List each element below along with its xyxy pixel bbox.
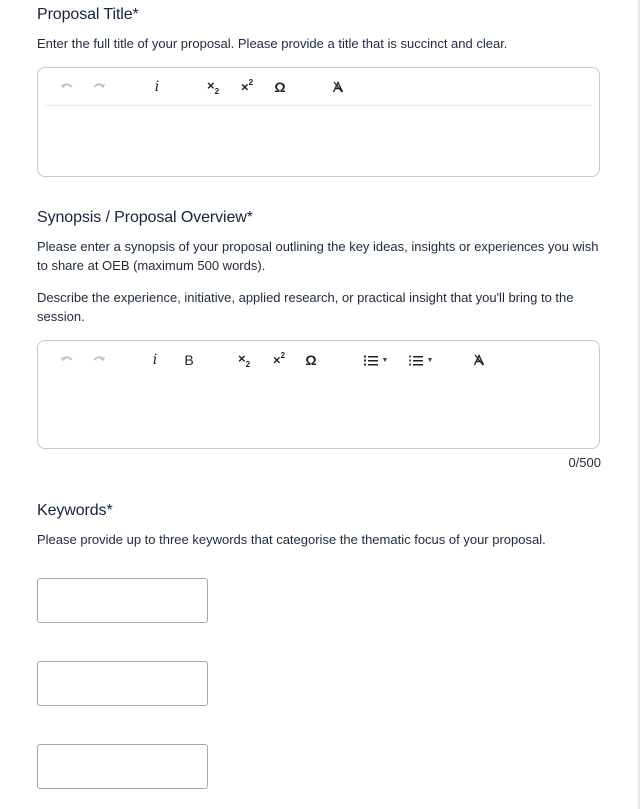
keywords-description: Please provide up to three keywords that categorise the thematic focus of your proposal. (37, 532, 546, 547)
keyword-input-3[interactable] (37, 744, 208, 789)
bulleted-list-icon (364, 355, 378, 366)
synopsis-heading: Synopsis / Proposal Overview* (37, 209, 253, 226)
remove-format-icon (332, 81, 344, 93)
scrollbar-track[interactable] (638, 0, 640, 809)
remove-format-button[interactable] (470, 341, 488, 379)
italic-icon: i (154, 79, 160, 95)
superscript-icon: ×$^2$ (272, 350, 286, 368)
italic-button[interactable] (149, 68, 165, 106)
editor-toolbar (45, 68, 592, 106)
special-character-icon: Ω (274, 79, 286, 95)
special-character-button[interactable] (302, 341, 320, 379)
redo-icon (92, 82, 106, 92)
undo-button[interactable] (58, 68, 76, 106)
keywords-heading: Keywords* (37, 502, 113, 519)
undo-icon (60, 82, 74, 92)
chevron-down-icon: ▼ (426, 356, 434, 364)
remove-format-button[interactable] (329, 68, 347, 106)
subscript-icon: $\times_2$ (237, 351, 251, 370)
subscript-icon: $\times_2$ (206, 78, 220, 97)
italic-icon: i (152, 352, 158, 368)
chevron-down-icon: ▼ (381, 356, 389, 364)
proposal-title-description: Enter the full title of your proposal. Please provide a title that is succinct and clear. (37, 36, 508, 51)
proposal-title-editor[interactable] (37, 67, 600, 177)
synopsis-description-2: Describe the experience, initiative, applied research, or practical insight that you'll bring to the session. (37, 290, 574, 324)
keyword-input-1[interactable] (37, 578, 208, 623)
bold-button[interactable] (181, 341, 197, 379)
synopsis-editor[interactable] (37, 340, 600, 449)
undo-icon (60, 355, 74, 365)
special-character-button[interactable] (271, 68, 289, 106)
bulleted-list-button[interactable] (359, 341, 393, 379)
numbered-list-button[interactable] (404, 341, 438, 379)
italic-button[interactable] (148, 341, 162, 379)
proposal-title-heading: Proposal Title* (37, 6, 139, 23)
undo-button[interactable] (58, 341, 76, 379)
word-counter: 0/500 (568, 455, 601, 470)
redo-icon (92, 355, 106, 365)
bold-icon: B (184, 352, 194, 368)
special-character-icon: Ω (305, 352, 317, 368)
keyword-input-2[interactable] (37, 661, 208, 706)
synopsis-content[interactable] (38, 379, 599, 449)
remove-format-icon (473, 354, 485, 366)
superscript-icon: ×$^2$ (240, 77, 254, 95)
redo-button[interactable] (90, 68, 108, 106)
subscript-button[interactable] (234, 341, 254, 379)
superscript-button[interactable] (269, 341, 289, 379)
numbered-list-icon (409, 355, 423, 366)
superscript-button[interactable] (237, 68, 257, 106)
subscript-button[interactable] (203, 68, 223, 106)
redo-button[interactable] (90, 341, 108, 379)
proposal-title-content[interactable] (38, 106, 599, 176)
synopsis-description-1: Please enter a synopsis of your proposal outlining the key ideas, insights or experiences you wish to share at OEB (maximum 500 words). (37, 239, 599, 273)
editor-toolbar (38, 341, 599, 379)
